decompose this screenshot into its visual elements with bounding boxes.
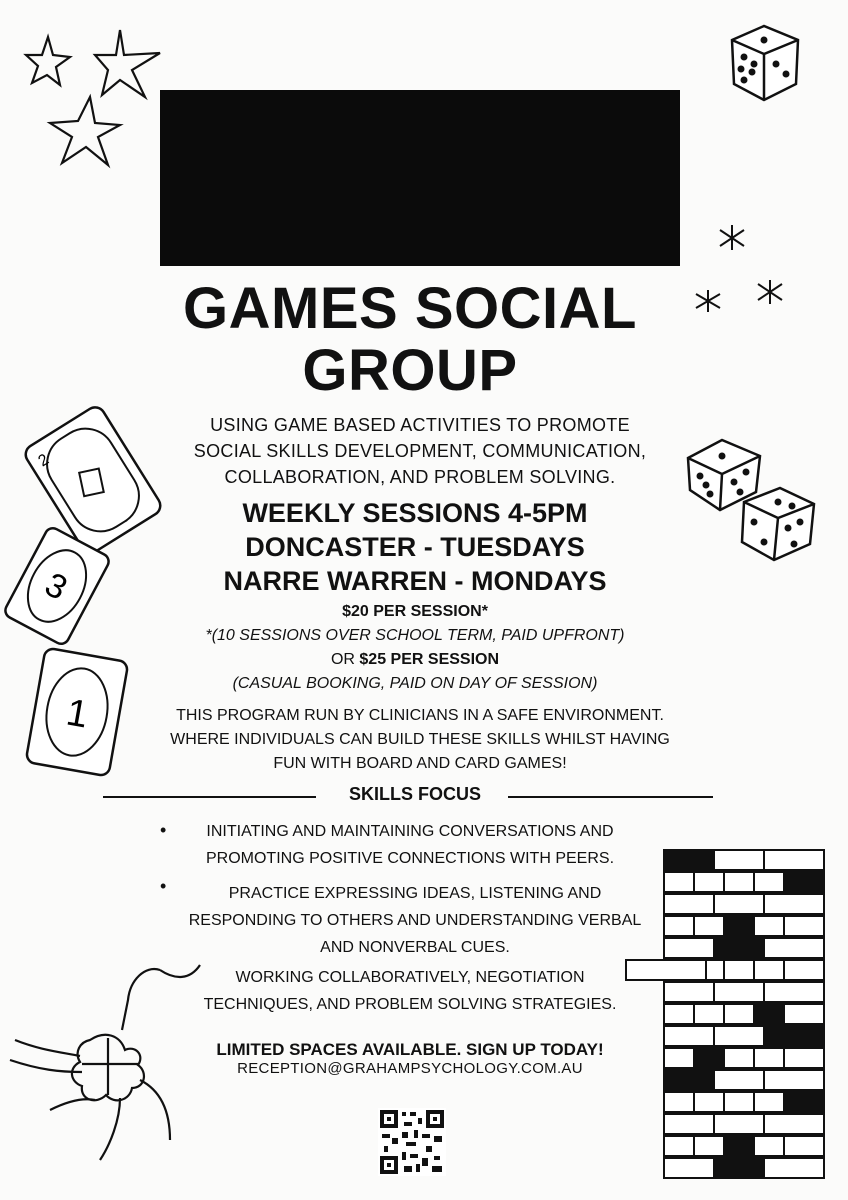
star-icon bbox=[50, 97, 120, 165]
session-line: NARRE WARREN - MONDAYS bbox=[223, 566, 607, 596]
jenga-block bbox=[664, 1092, 694, 1112]
jenga-block bbox=[714, 1026, 764, 1046]
skill-line: PROMOTING POSITIVE CONNECTIONS WITH PEERS. bbox=[205, 850, 615, 867]
intro-line: SOCIAL SKILLS DEVELOPMENT, COMMUNICATION, bbox=[193, 441, 647, 461]
jenga-block bbox=[694, 1092, 724, 1112]
dice-pair-decoration bbox=[682, 432, 822, 572]
jenga-block bbox=[664, 850, 714, 870]
jenga-block bbox=[784, 916, 824, 936]
program-line: THIS PROGRAM RUN BY CLINICIANS IN A SAFE ENVIRONMENT. bbox=[176, 707, 664, 724]
jenga-block bbox=[694, 872, 724, 892]
call-to-action: LIMITED SPACES AVAILABLE. SIGN UP TODAY! bbox=[216, 1040, 604, 1059]
jenga-block bbox=[754, 872, 784, 892]
jenga-block bbox=[764, 1026, 824, 1046]
sparkle-decoration bbox=[690, 220, 790, 320]
skill-item bbox=[180, 964, 640, 1018]
intro-text bbox=[140, 412, 700, 490]
jenga-block bbox=[724, 1092, 754, 1112]
card-icon bbox=[26, 648, 129, 777]
jenga-block bbox=[764, 938, 824, 958]
session-times bbox=[150, 496, 680, 598]
title-line: GROUP bbox=[302, 338, 518, 403]
divider-left bbox=[103, 796, 316, 798]
jenga-block bbox=[724, 1048, 754, 1068]
jenga-block bbox=[764, 850, 824, 870]
program-description bbox=[140, 704, 700, 776]
jenga-block bbox=[784, 1136, 824, 1156]
skill-line: AND NONVERBAL CUES. bbox=[320, 939, 510, 956]
card-number: 2 bbox=[35, 451, 53, 471]
jenga-block bbox=[724, 1004, 754, 1024]
jenga-block bbox=[764, 982, 824, 1002]
jenga-block bbox=[714, 894, 764, 914]
card-number: 1 bbox=[63, 691, 92, 737]
session-line: DONCASTER - TUESDAYS bbox=[245, 532, 585, 562]
stars-decoration bbox=[20, 25, 170, 175]
jenga-block bbox=[664, 872, 694, 892]
price-casual-note: (CASUAL BOOKING, PAID ON DAY OF SESSION) bbox=[232, 675, 598, 692]
jenga-block bbox=[784, 960, 824, 980]
skill-line: RESPONDING TO OTHERS AND UNDERSTANDING VERBAL bbox=[188, 912, 642, 929]
jenga-block bbox=[724, 872, 754, 892]
jenga-block bbox=[714, 850, 764, 870]
jenga-block bbox=[784, 1004, 824, 1024]
card-icon bbox=[22, 404, 164, 557]
jenga-block bbox=[664, 982, 714, 1002]
jenga-block bbox=[714, 1158, 764, 1178]
jenga-tower-illustration bbox=[624, 840, 828, 1190]
session-line: WEEKLY SESSIONS 4-5PM bbox=[242, 498, 588, 528]
skills-heading: SKILLS FOCUS bbox=[348, 784, 481, 804]
hands-puzzle-illustration bbox=[10, 960, 210, 1160]
jenga-block bbox=[694, 1136, 724, 1156]
divider-right bbox=[508, 796, 713, 798]
jenga-block bbox=[664, 1136, 694, 1156]
jenga-block bbox=[714, 982, 764, 1002]
title-line: GAMES SOCIAL bbox=[183, 276, 637, 341]
jenga-block bbox=[784, 1092, 824, 1112]
jenga-block bbox=[664, 1114, 714, 1134]
jenga-block bbox=[784, 1048, 824, 1068]
jenga-block bbox=[694, 1048, 724, 1068]
price-term-note: *(10 SESSIONS OVER SCHOOL TERM, PAID UPFRONT) bbox=[205, 627, 625, 644]
jenga-block bbox=[754, 1004, 784, 1024]
jenga-block bbox=[694, 1004, 724, 1024]
jenga-block bbox=[724, 960, 754, 980]
jenga-block bbox=[714, 938, 764, 958]
jenga-block bbox=[754, 1136, 784, 1156]
qr-code[interactable] bbox=[378, 1108, 446, 1176]
jenga-block bbox=[724, 916, 754, 936]
jenga-block bbox=[664, 894, 714, 914]
jenga-block bbox=[664, 1026, 714, 1046]
jenga-block bbox=[754, 916, 784, 936]
dice-icon bbox=[742, 488, 814, 560]
redacted-logo-block bbox=[160, 90, 680, 266]
jenga-block bbox=[754, 1092, 784, 1112]
card-number: 3 bbox=[38, 565, 74, 608]
star-icon bbox=[26, 37, 70, 85]
jenga-block bbox=[764, 1114, 824, 1134]
jenga-block bbox=[664, 1004, 694, 1024]
jenga-block-pulled bbox=[626, 960, 706, 980]
jenga-block bbox=[694, 916, 724, 936]
price-casual: $25 PER SESSION bbox=[359, 651, 500, 668]
program-line: WHERE INDIVIDUALS CAN BUILD THESE SKILLS WHILST HAVING bbox=[170, 731, 670, 748]
star-icon bbox=[95, 30, 160, 97]
jenga-block bbox=[754, 960, 784, 980]
bullet-icon: • bbox=[160, 820, 167, 840]
skill-line: TECHNIQUES, AND PROBLEM SOLVING STRATEGIES. bbox=[203, 996, 617, 1013]
jenga-block bbox=[664, 916, 694, 936]
jenga-block bbox=[664, 1048, 694, 1068]
jenga-block bbox=[664, 1158, 714, 1178]
jenga-block bbox=[714, 1114, 764, 1134]
skill-line: WORKING COLLABORATIVELY, NEGOTIATION bbox=[235, 969, 585, 986]
jenga-block bbox=[764, 1158, 824, 1178]
jenga-block bbox=[714, 1070, 764, 1090]
program-line: FUN WITH BOARD AND CARD GAMES! bbox=[273, 755, 567, 772]
price-or: OR bbox=[330, 651, 360, 668]
skill-line: INITIATING AND MAINTAINING CONVERSATIONS AND bbox=[206, 823, 614, 840]
jenga-block bbox=[754, 1048, 784, 1068]
dice-icon bbox=[724, 22, 804, 104]
jenga-block bbox=[784, 872, 824, 892]
contact-email[interactable]: RECEPTION@GRAHAMPSYCHOLOGY.COM.AU bbox=[237, 1060, 583, 1077]
jenga-block bbox=[664, 938, 714, 958]
jenga-block bbox=[724, 1136, 754, 1156]
intro-line: USING GAME BASED ACTIVITIES TO PROMOTE bbox=[210, 415, 630, 435]
intro-line: COLLABORATION, AND PROBLEM SOLVING. bbox=[224, 467, 616, 487]
skill-item bbox=[180, 818, 640, 872]
jenga-block bbox=[764, 894, 824, 914]
jenga-block bbox=[664, 1070, 714, 1090]
sparkle-icon bbox=[720, 225, 744, 250]
bullet-icon: • bbox=[160, 876, 167, 896]
pricing-block bbox=[150, 600, 680, 696]
page-title bbox=[120, 278, 700, 402]
skill-item bbox=[170, 880, 660, 961]
jenga-block bbox=[764, 1070, 824, 1090]
sparkle-icon bbox=[758, 280, 782, 304]
cards-decoration bbox=[5, 410, 175, 790]
skill-line: PRACTICE EXPRESSING IDEAS, LISTENING AND bbox=[228, 885, 602, 902]
price-term: $20 PER SESSION* bbox=[342, 603, 488, 620]
